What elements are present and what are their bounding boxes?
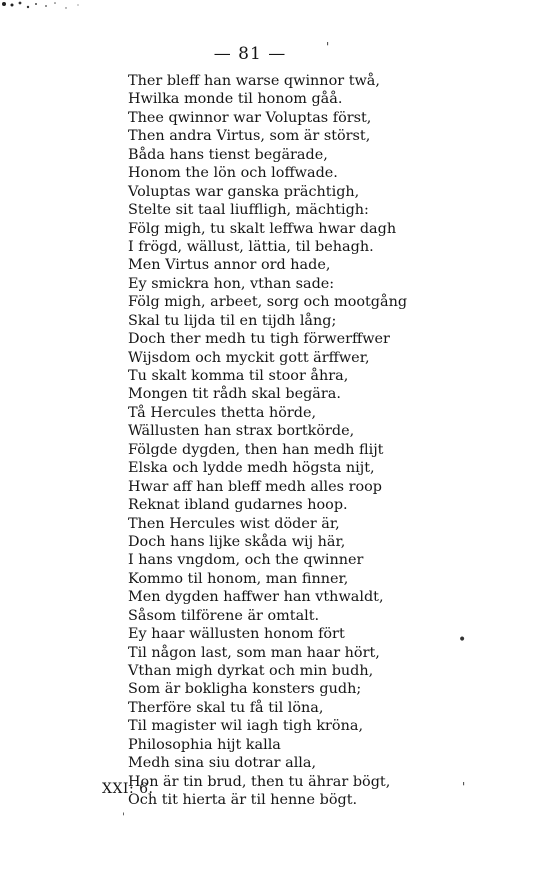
poem-line: Tå Hercules thetta hörde, (128, 404, 317, 421)
poem-text (128, 72, 428, 810)
poem-line: Doch ther medh tu tigh förwerffwer (128, 331, 390, 348)
poem-line: Wällusten han strax bortkörde, (128, 423, 355, 440)
poem-line: Therföre skal tu få til löna, (128, 699, 324, 716)
poem-line: Reknat ibland gudarnes hoop. (128, 497, 348, 514)
printer-signature: XXI: 6. (102, 781, 154, 797)
poem-line: Kommo til honom, man finner, (128, 570, 349, 587)
poem-line: Tu skalt komma til stoor åhra, (128, 368, 349, 384)
margin-speck: ' (462, 780, 466, 794)
margin-speck: • (458, 632, 467, 648)
poem-line: Thee qwinnor war Voluptas först, (128, 109, 372, 126)
margin-speck: ' (326, 40, 330, 54)
poem-line: Som är bokligha konsters gudh; (128, 681, 362, 698)
poem-line: I frögd, wällust, lättia, til behagh. (128, 238, 374, 255)
poem-line: Fölgde dygden, then han medh flijt (128, 441, 384, 458)
poem-line: Hwilka monde til honom gåå. (128, 91, 343, 108)
poem-line: Philosophia hijt kalla (128, 736, 281, 753)
poem-line: Doch hans lijke skåda wij här, (128, 533, 346, 550)
poem-line: Hon är tin brud, then tu ährar bögt, (128, 773, 391, 790)
poem-line: Ey haar wällusten honom fört (128, 626, 345, 643)
poem-line: Medh sina siu dotrar alla, (128, 755, 317, 772)
margin-speck: ' (122, 812, 125, 823)
poem-line: Skal tu lijda til en tijdh lång; (128, 312, 337, 329)
poem-line: Elska och lydde medh högsta nijt, (128, 460, 375, 477)
poem-line: Ther bleff han warse qwinnor twå, (128, 73, 380, 89)
poem-line: Hwar aff han bleff medh alles roop (128, 478, 382, 495)
ink-specks-decoration (0, 0, 90, 18)
poem-line: Fölg migh, tu skalt leffwa hwar dagh (128, 220, 397, 237)
poem-line: Båda hans tienst begärade, (128, 146, 328, 163)
poem-line: Voluptas war ganska prächtigh, (128, 183, 360, 200)
page-number: — 81 — (213, 44, 287, 64)
poem-line: I hans vngdom, och the qwinner (128, 552, 364, 569)
poem-line: Fölg migh, arbeet, sorg och mootgång (128, 294, 408, 311)
poem-line: Men dygden haffwer han vthwaldt, (128, 589, 384, 606)
poem-line: Then Hercules wist döder är, (128, 515, 340, 532)
poem-line: Mongen tit rådh skal begära. (128, 386, 341, 403)
poem-line: Honom the lön och loffwade. (128, 165, 338, 182)
poem-line: Och tit hierta är til henne bögt. (128, 792, 358, 809)
poem-line: Then andra Virtus, som är störst, (128, 128, 371, 145)
poem-line: Såsom tilförene är omtalt. (128, 607, 320, 624)
poem-line: Men Virtus annor ord hade, (128, 257, 331, 274)
poem-line: Wijsdom och myckit gott ärffwer, (128, 349, 370, 366)
poem-line: Stelte sit taal liuffligh, mächtigh: (128, 202, 369, 219)
poem-line: Vthan migh dyrkat och min budh, (128, 663, 374, 679)
poem-line: Ey smickra hon, vthan sade: (128, 275, 335, 292)
poem-line: Til någon last, som man haar hört, (128, 644, 380, 661)
poem-line: Til magister wil iagh tigh kröna, (128, 718, 364, 735)
